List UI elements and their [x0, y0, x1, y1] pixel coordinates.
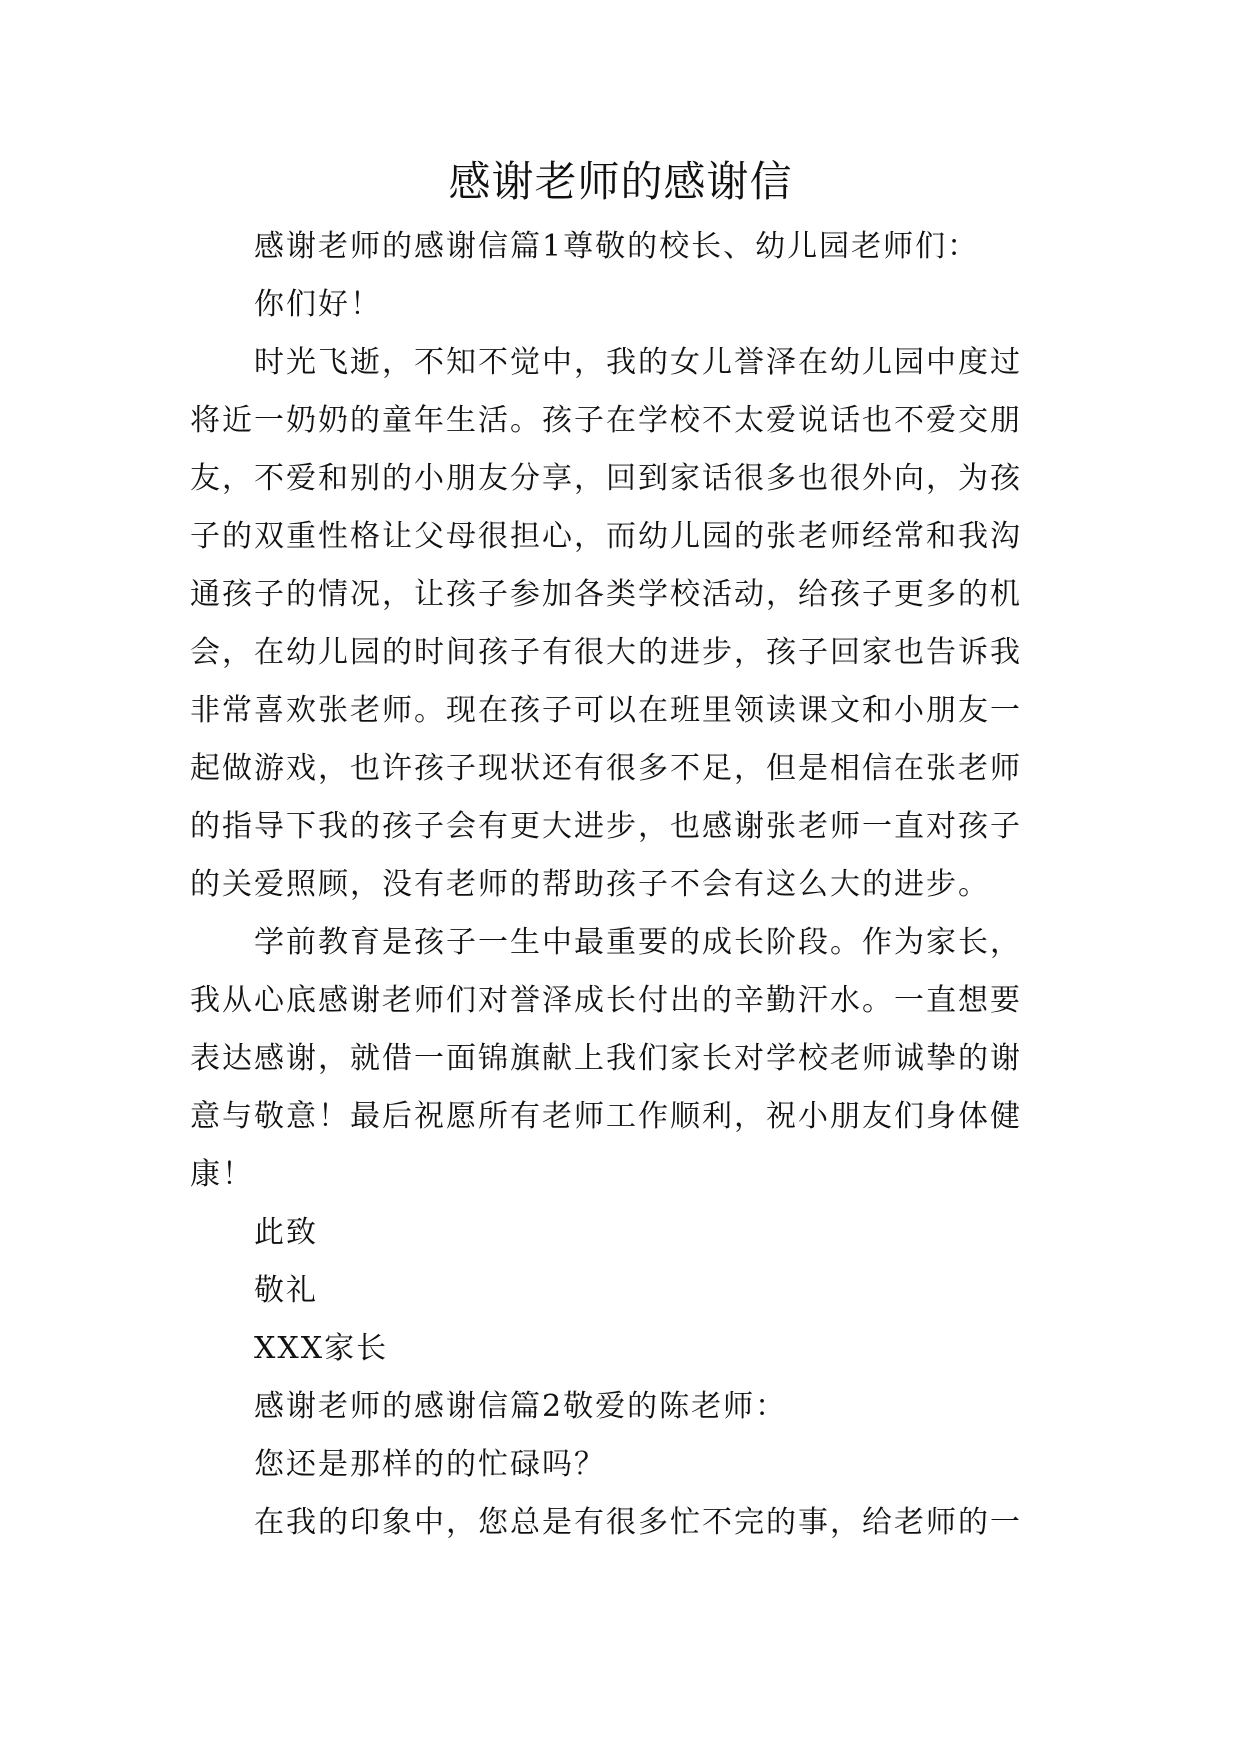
text-line: 感谢老师的感谢信篇2敬爱的陈老师： — [254, 1389, 788, 1424]
text-line: 在我的印象中，您总是有很多忙不完的事，给老师的一 — [254, 1505, 1022, 1540]
text-line: XXX家长 — [254, 1331, 389, 1366]
text-line: 的指导下我的孩子会有更大进步，也感谢张老师一直对孩子 — [190, 809, 1022, 844]
document-body — [190, 218, 1052, 1552]
text-line: 通孩子的情况，让孩子参加各类学校活动，给孩子更多的机 — [190, 577, 1022, 612]
text-line: 敬礼 — [254, 1273, 318, 1308]
text-line: 时光飞逝，不知不觉中，我的女儿誉泽在幼儿园中度过 — [254, 345, 1022, 380]
text-line: 感谢老师的感谢信篇1尊敬的校长、幼儿园老师们： — [254, 229, 980, 264]
text-line: 表达感谢，就借一面锦旗献上我们家长对学校老师诚挚的谢 — [190, 1041, 1022, 1076]
text-line: 学前教育是孩子一生中最重要的成长阶段。作为家长， — [254, 925, 1022, 960]
text-line: 此致 — [254, 1215, 318, 1250]
text-line: 康！ — [190, 1157, 254, 1192]
text-line: 起做游戏，也许孩子现状还有很多不足，但是相信在张老师 — [190, 751, 1022, 786]
text-line: 你们好！ — [254, 287, 382, 322]
text-line: 将近一奶奶的童年生活。孩子在学校不太爱说话也不爱交朋 — [190, 403, 1022, 438]
text-line: 友，不爱和别的小朋友分享，回到家话很多也很外向，为孩 — [190, 461, 1022, 496]
text-line: 的关爱照顾，没有老师的帮助孩子不会有这么大的进步。 — [190, 867, 990, 902]
text-line: 子的双重性格让父母很担心，而幼儿园的张老师经常和我沟 — [190, 519, 1022, 554]
document-title: 感谢老师的感谢信 — [448, 157, 793, 206]
text-line: 意与敬意！最后祝愿所有老师工作顺利，祝小朋友们身体健 — [190, 1099, 1022, 1134]
text-line: 我从心底感谢老师们对誉泽成长付出的辛勤汗水。一直想要 — [190, 983, 1022, 1018]
text-line: 会，在幼儿园的时间孩子有很大的进步，孩子回家也告诉我 — [190, 635, 1022, 670]
text-line: 您还是那样的的忙碌吗？ — [254, 1447, 606, 1482]
text-line: 非常喜欢张老师。现在孩子可以在班里领读课文和小朋友一 — [190, 693, 1022, 728]
